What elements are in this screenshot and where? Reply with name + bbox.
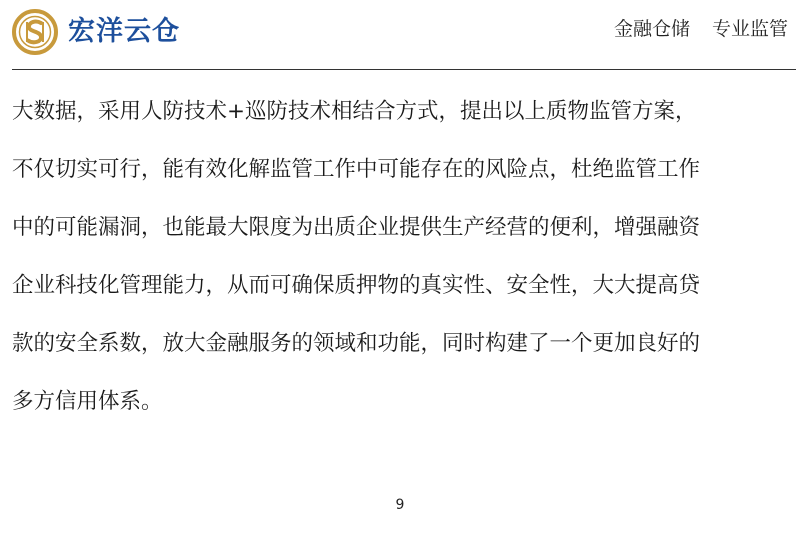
body-line: 大数据，采用人防技术+巡防技术相结合方式，提出以上质物监管方案， <box>12 99 697 124</box>
body-line: 中的可能漏洞，也能最大限度为出质企业提供生产经营的便利，增强融资 <box>12 215 701 240</box>
header-tagline <box>614 14 788 44</box>
page-number: 9 <box>395 497 405 513</box>
body-line: 多方信用体系。 <box>12 389 163 414</box>
gold-ring-s-emblem-icon <box>12 9 58 55</box>
body-text <box>12 97 796 445</box>
page-header <box>0 0 800 70</box>
brand-logo <box>12 8 180 56</box>
brand-name: 宏洋云仓 <box>68 16 180 47</box>
header-divider <box>12 69 796 70</box>
body-line: 款的安全系数，放大金融服务的领域和功能，同时构建了一个更加良好的 <box>12 331 701 356</box>
body-line: 不仅切实可行，能有效化解监管工作中可能存在的风险点，杜绝监管工作 <box>12 157 701 182</box>
body-line: 企业科技化管理能力，从而可确保质押物的真实性、安全性，大大提高贷 <box>12 273 701 298</box>
tagline-item-finance-warehousing: 金融仓储 <box>613 18 690 40</box>
tagline-item-professional-supervision: 专业监管 <box>711 18 788 40</box>
